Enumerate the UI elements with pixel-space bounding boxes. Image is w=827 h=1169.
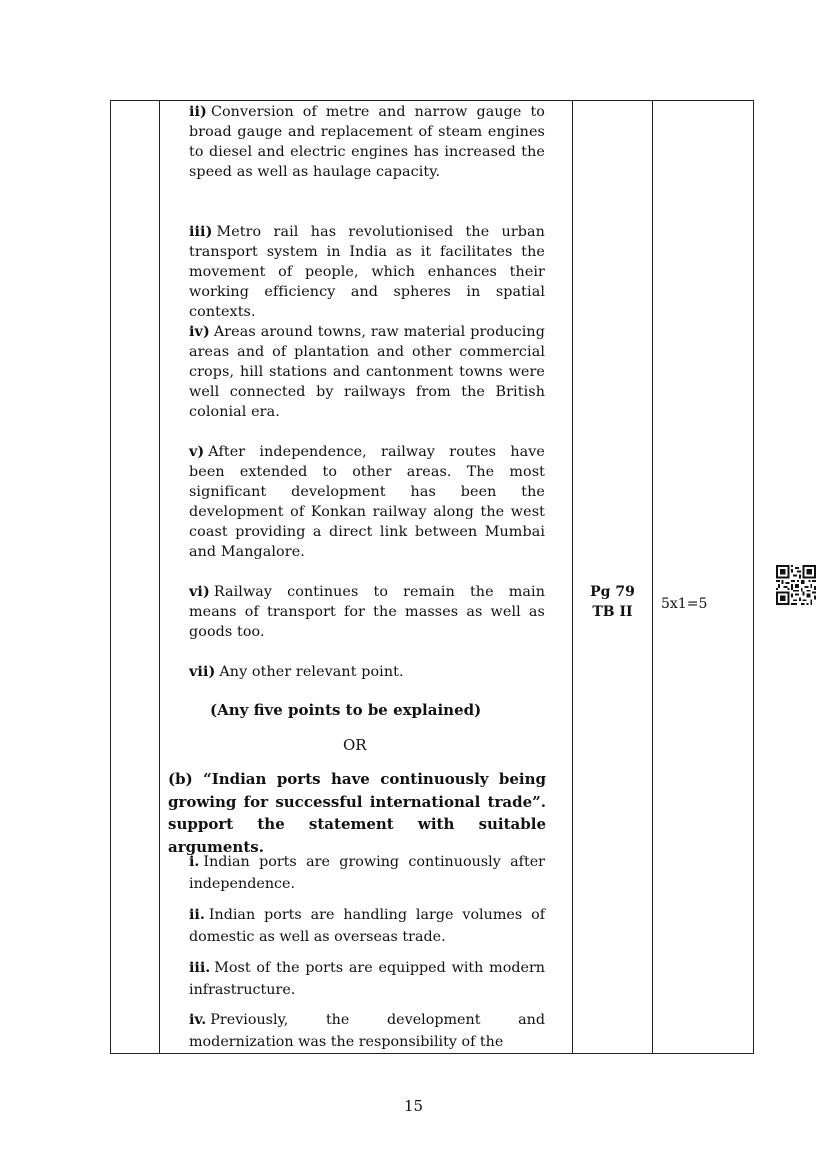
answer-point-ii: ii) Conversion of metre and narrow gauge to broad gauge and replacement of steam engines to diesel and electric engines has increased the speed as well as haulage capacity. bbox=[189, 104, 545, 180]
sub-point-i: i. Indian ports are growing continuously after independence. bbox=[189, 854, 545, 892]
reference-page: Pg 79 bbox=[590, 584, 635, 600]
answer-content bbox=[160, 100, 572, 1054]
or-separator: OR bbox=[343, 736, 367, 754]
sub-point-ii: ii. Indian ports are handling large volumes of domestic as well as overseas trade. bbox=[189, 907, 545, 945]
marks-cell: 5x1=5 bbox=[661, 596, 708, 612]
instruction-text: (Any five points to be explained) bbox=[210, 701, 482, 719]
column-divider bbox=[652, 100, 653, 1054]
answer-point-iv: iv) Areas around towns, raw material producing areas and of plantation and other commercial crops, hill stations and cantonment towns were well connected by railways from the British colonial era. bbox=[189, 324, 545, 420]
qr-code-icon bbox=[776, 565, 816, 605]
answer-point-vi: vi) Railway continues to remain the main means of transport for the masses as well as goods too. bbox=[189, 584, 545, 640]
question-b: (b) “Indian ports have continuously being growing for successful international trade”. support the statement with suitable arguments. bbox=[168, 770, 546, 856]
reference-textbook: TB II bbox=[592, 604, 633, 620]
answer-point-v: v) After independence, railway routes have been extended to other areas. The most significant development has been the development of Konkan railway along the west coast providing a direct link between Mumbai and Mangalore. bbox=[189, 444, 545, 560]
sub-point-iii: iii. Most of the ports are equipped with modern infrastructure. bbox=[189, 960, 545, 998]
answer-point-iii: iii) Metro rail has revolutionised the urban transport system in India as it facilitates the movement of people, which enhances their working efficiency and spheres in spatial contexts. bbox=[189, 224, 545, 320]
page-number: 15 bbox=[403, 1097, 424, 1115]
column-divider bbox=[572, 100, 573, 1054]
sub-point-iv: iv. Previously, the development and modernization was the responsibility of the bbox=[189, 1012, 545, 1050]
answer-point-vii: vii) Any other relevant point. bbox=[189, 664, 404, 680]
reference-cell bbox=[573, 582, 652, 622]
